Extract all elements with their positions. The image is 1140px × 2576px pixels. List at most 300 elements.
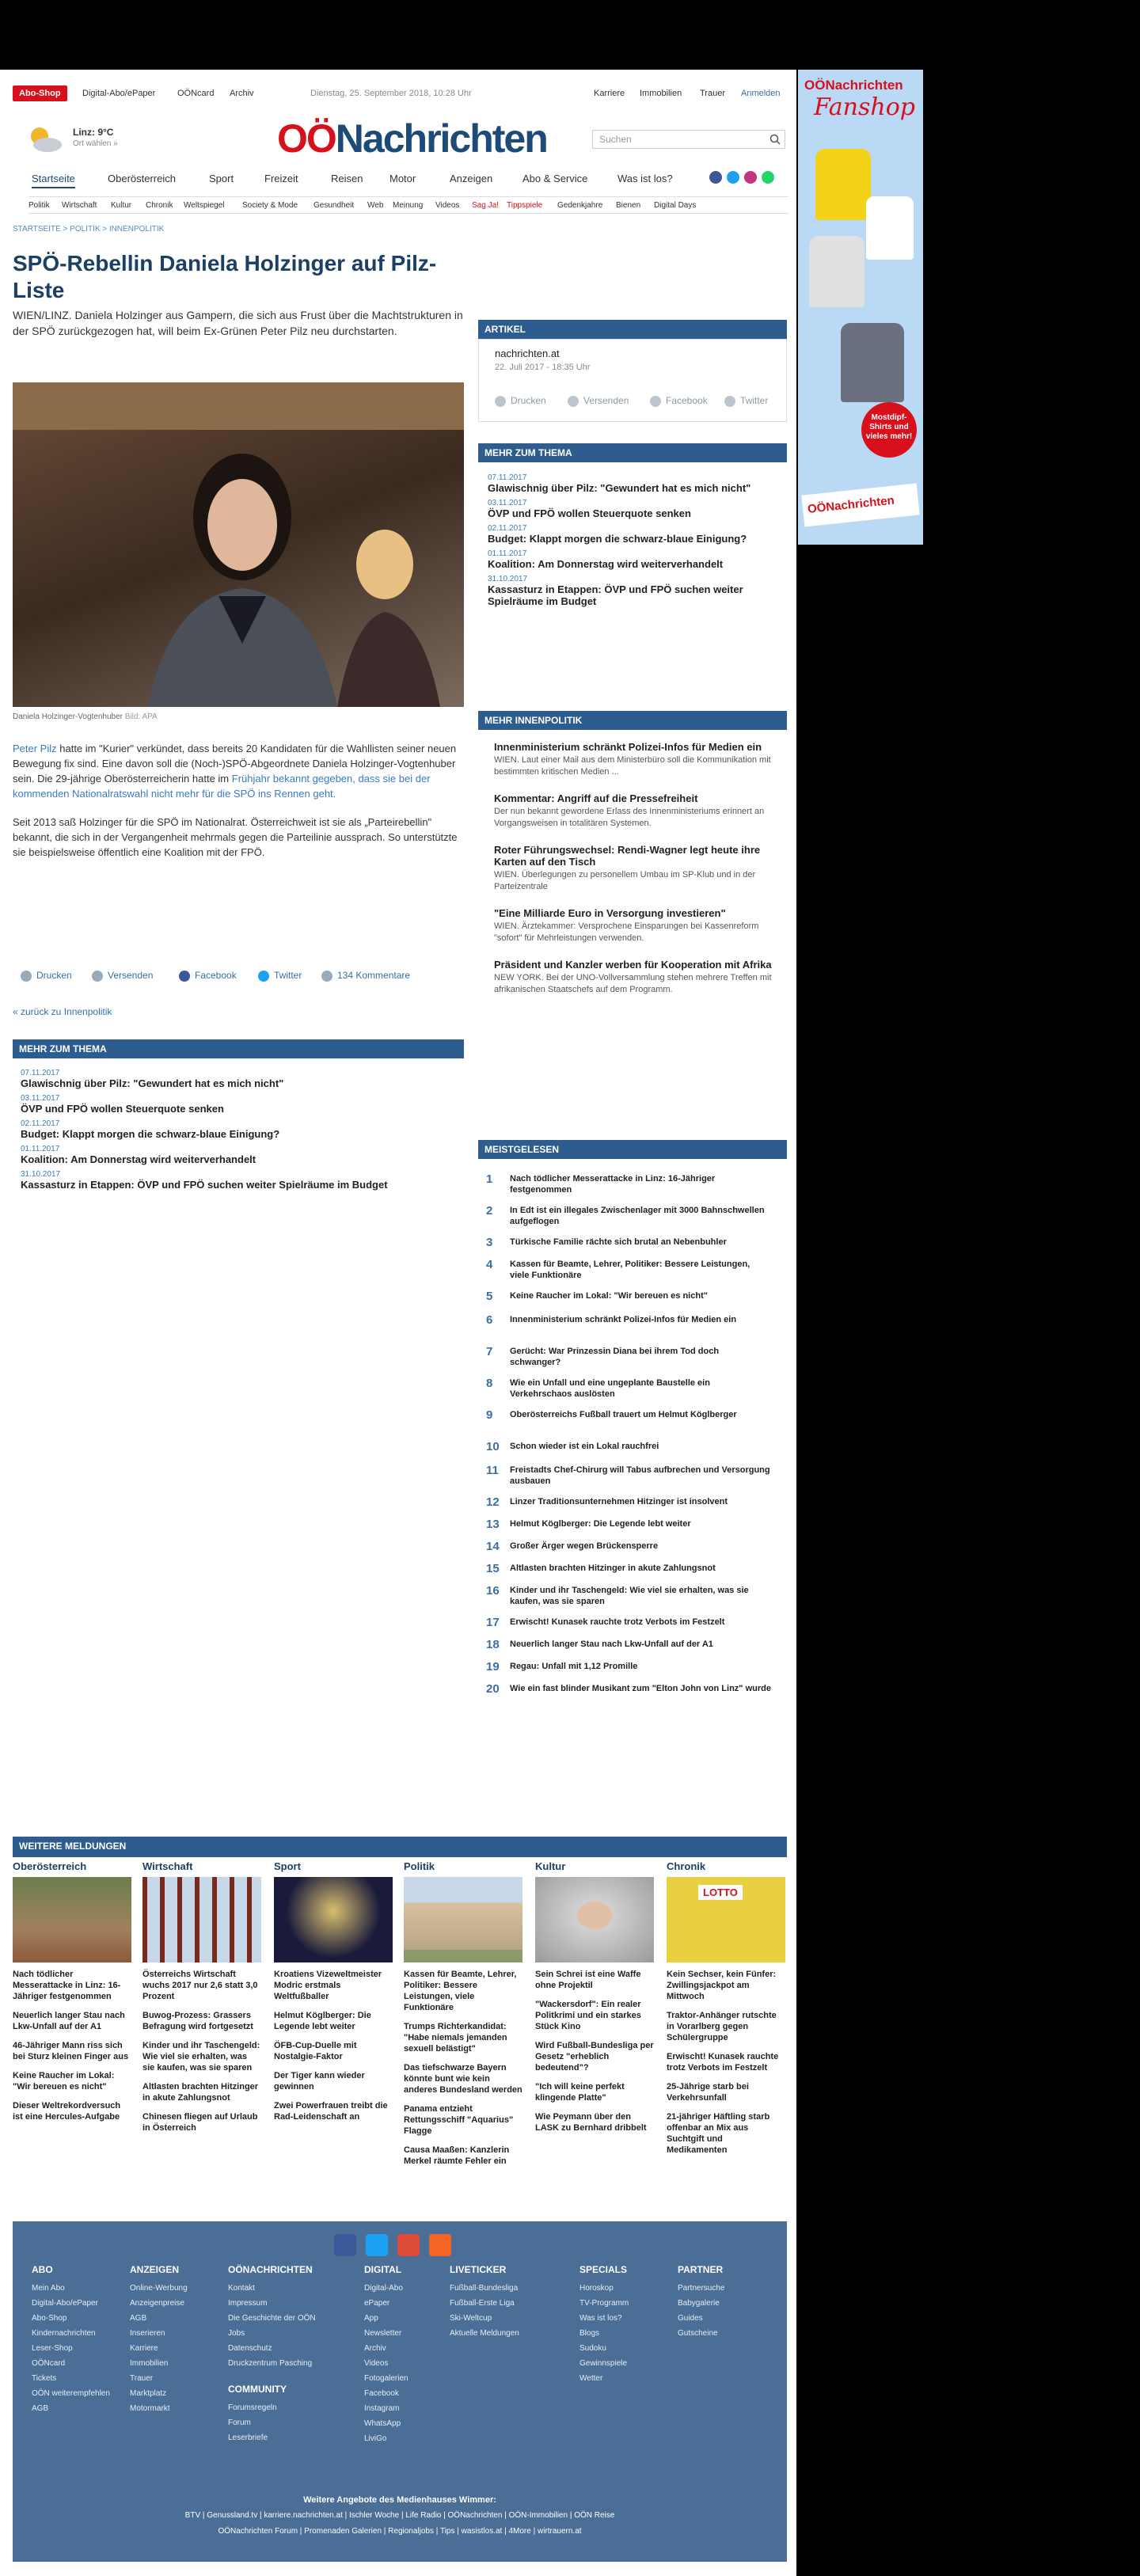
list-item[interactable] — [488, 524, 781, 545]
nav-was-ist-los[interactable]: Was ist los? — [618, 173, 673, 184]
footer-col-head: DIGITAL — [364, 2264, 402, 2275]
weitere-col-chronik — [667, 1860, 785, 2164]
column-image[interactable] — [535, 1877, 654, 1962]
side-twitter-button[interactable] — [724, 395, 768, 407]
nav-reisen[interactable]: Reisen — [331, 173, 363, 184]
list-item[interactable]: Keine Raucher im Lokal: "Wir bereuen es nicht" — [13, 2071, 115, 2092]
list-item[interactable] — [494, 959, 776, 996]
footer-link[interactable]: Abo-Shop — [32, 2314, 67, 2323]
search-input[interactable]: Suchen — [592, 130, 785, 149]
footer-link[interactable]: Kindernachrichten — [32, 2329, 96, 2338]
list-item[interactable]: Buwog-Prozess: Grassers Befragung wird fortgesetzt — [142, 2011, 253, 2031]
shirt-grey — [809, 236, 864, 307]
list-item[interactable]: Nach tödlicher Messerattacke in Linz: 16-Jähriger festgenommen — [13, 1970, 121, 2001]
subnav-videos[interactable]: Videos — [435, 201, 460, 210]
photo-source: Bild: APA — [124, 712, 158, 721]
footer-col-specials — [580, 2263, 629, 2386]
column-image[interactable] — [667, 1877, 785, 1962]
footer-link[interactable]: Impressum — [228, 2299, 268, 2308]
item-title: Nach tödlicher Messerattacke in Linz: 16-Jähriger festgenommen — [510, 1174, 716, 1195]
facebook-icon[interactable] — [709, 171, 722, 184]
item-title: Budget: Klappt morgen die schwarz-blaue Einigung? — [488, 533, 747, 545]
footer-link[interactable]: Partnersuche — [678, 2284, 725, 2293]
footer-col-head: ABO — [32, 2264, 53, 2275]
footer-link[interactable]: Was ist los? — [580, 2314, 622, 2323]
mail-icon — [92, 971, 103, 982]
ad-title: OÖNachrichten — [804, 78, 903, 93]
mehr-zum-thema-header: MEHR ZUM THEMA — [13, 1039, 464, 1058]
side-twitter-icon — [724, 396, 735, 407]
column-title[interactable]: Politik — [404, 1860, 435, 1872]
item-date: 07.11.2017 — [21, 1069, 60, 1077]
side-print-label: Drucken — [511, 395, 546, 406]
list-item[interactable]: Wird Fußball-Bundesliga per Gesetz "erheblich bedeutend"? — [535, 2041, 654, 2073]
column-image[interactable] — [13, 1877, 131, 1962]
rank-number: 5 — [486, 1290, 493, 1303]
comments-button[interactable] — [321, 970, 410, 982]
item-title: Innenministerium schränkt Polizei-Infos für Medien ein — [494, 741, 762, 753]
footer-link[interactable]: App — [364, 2314, 378, 2323]
footer-link[interactable]: Immobilien — [130, 2359, 169, 2368]
footer-link[interactable]: Videos — [364, 2359, 389, 2368]
footer-col-liveticker — [450, 2263, 519, 2341]
weitere-col-oberoesterreich — [13, 1860, 131, 2130]
list-item[interactable]: Causa Maaßen: Kanzlerin Merkel räumte Fehler ein — [404, 2145, 510, 2166]
footer-link[interactable]: Wetter — [580, 2374, 603, 2383]
article-paragraph-1-text: hatte im "Kurier" verkündet, dass bereits 20 Kandidaten für die Wahllisten seiner neuen Bewegung fix sind. Eine davon soll die (Noch-)SPÖ-Abgeordnete Daniela Holzinger-Vogtenhuber sein. Die 29-jährige Oberösterreicherin hatte im — [13, 743, 457, 785]
list-item[interactable]: Dieser Weltrekordversuch ist eine Hercules-Aufgabe — [13, 2101, 121, 2122]
nav-abo-service[interactable]: Abo & Service — [522, 173, 588, 184]
twitter-share-button[interactable] — [258, 970, 302, 982]
list-item[interactable]: Der Tiger kann wieder gewinnen — [274, 2071, 365, 2092]
nav-anzeigen[interactable]: Anzeigen — [450, 173, 493, 184]
immobilien-link[interactable]: Immobilien — [640, 89, 682, 98]
list-item[interactable]: "Wackersdorf": Ein realer Politkrimi und ein starkes Stück Kino — [535, 2000, 641, 2031]
footer-col-partner — [678, 2263, 724, 2341]
footer-link[interactable]: Digital-Abo — [364, 2284, 403, 2293]
footer-col-head: SPECIALS — [580, 2264, 628, 2275]
rank-number: 3 — [486, 1236, 493, 1249]
footer-link[interactable]: Ski-Weltcup — [450, 2314, 492, 2323]
nav-freizeit[interactable]: Freizeit — [264, 173, 298, 184]
side-facebook-button[interactable] — [650, 395, 708, 407]
footer-link[interactable]: Gewinnspiele — [580, 2359, 628, 2368]
back-to-innenpolitik-link[interactable]: « zurück zu Innenpolitik — [13, 1006, 112, 1017]
nav-sport[interactable]: Sport — [209, 173, 234, 184]
subnav-chronik[interactable]: Chronik — [146, 201, 173, 210]
footer-link[interactable]: Druckzentrum Pasching — [228, 2359, 313, 2368]
item-title: Koalition: Am Donnerstag wird weiterverhandelt — [488, 558, 724, 570]
footer-link[interactable]: Instagram — [364, 2404, 400, 2413]
footer-link[interactable]: Aktuelle Meldungen — [450, 2329, 519, 2338]
item-title: ÖVP und FPÖ wollen Steuerquote senken — [21, 1103, 224, 1115]
whatsapp-icon[interactable] — [762, 171, 774, 184]
list-item[interactable]: Österreichs Wirtschaft wuchs 2017 nur 2,6 statt 3,0 Prozent — [142, 1970, 258, 2001]
weitere-col-wirtschaft — [142, 1860, 261, 2141]
item-title: Neuerlich langer Stau nach Lkw-Unfall auf der A1 — [510, 1639, 713, 1649]
list-item[interactable] — [21, 1069, 464, 1089]
twitter-icon[interactable] — [727, 171, 739, 184]
list-item[interactable] — [488, 473, 781, 494]
footer-link[interactable]: Leserbriefe — [228, 2434, 268, 2442]
item-title: Glawischnig über Pilz: "Gewundert hat es mich nicht" — [21, 1077, 284, 1089]
footer-link[interactable]: Archiv — [364, 2344, 386, 2353]
footer-link[interactable]: Gutscheine — [678, 2329, 718, 2338]
footer-link[interactable]: Newsletter — [364, 2329, 402, 2338]
list-item[interactable] — [494, 792, 776, 830]
footer-link[interactable]: Marktplatz — [130, 2389, 167, 2398]
anmelden-link[interactable]: Anmelden — [741, 89, 781, 98]
subnav-tippspiele[interactable]: Tippspiele — [507, 201, 543, 210]
item-teaser: Der nun bekannt gewordene Erlass des Innenministeriums erinnert an Vorgangsweisen in totalitären Systemen. — [494, 807, 765, 828]
artikel-header: ARTIKEL — [478, 320, 787, 339]
list-item[interactable]: Kroatiens Vizeweltmeister Modric erstmals Weltfußballer — [274, 1970, 382, 2001]
footer-link[interactable]: Forum — [228, 2418, 251, 2427]
nav-startseite[interactable]: Startseite — [32, 173, 75, 188]
subnav-kultur[interactable]: Kultur — [111, 201, 132, 210]
rank-number: 16 — [486, 1584, 500, 1598]
subnav-digital-days[interactable]: Digital Days — [654, 201, 697, 210]
subnav-sag-ja[interactable]: Sag Ja! — [472, 201, 499, 210]
footer-facebook-icon[interactable] — [334, 2234, 356, 2256]
footer-link[interactable]: Babygalerie — [678, 2299, 720, 2308]
trauer-link[interactable]: Trauer — [700, 89, 725, 98]
list-item[interactable] — [494, 741, 776, 778]
article-paragraph-1 — [13, 741, 464, 801]
list-item[interactable]: 46-Jähriger Mann riss sich bei Sturz kleinen Finger aus — [13, 2041, 129, 2061]
photo-caption-text: Daniela Holzinger-Vogtenhuber — [13, 712, 123, 721]
item-title: Helmut Köglberger: Die Legende lebt weiter — [510, 1519, 691, 1529]
list-item[interactable]: Trumps Richterkandidat: "Habe niemals jemanden sexuell belästigt" — [404, 2022, 507, 2054]
footer-col-head: ANZEIGEN — [130, 2264, 180, 2275]
twitter-share-icon — [258, 971, 269, 982]
footer-link[interactable]: ePaper — [364, 2299, 390, 2308]
item-title: Kassasturz in Etappen: ÖVP und FPÖ suchen weiter Spielräume im Budget — [488, 583, 743, 607]
footer-partner-links-1[interactable]: BTV | Genussland.tv | karriere.nachrichten.at | Ischler Woche | Life Radio | OÖNachrichten | OÖN-Immobilien | OÖN Reise — [184, 2511, 615, 2520]
weitere-col-politik — [404, 1860, 522, 2175]
item-title: Oberösterreichs Fußball trauert um Helmut Köglberger — [510, 1410, 737, 1419]
footer-link[interactable]: Fußball-Bundesliga — [450, 2284, 519, 2293]
footer-link[interactable]: Online-Werbung — [130, 2284, 188, 2293]
footer-col-oenachrichten — [228, 2263, 316, 2445]
mehr-zum-thema-list — [21, 1069, 464, 1195]
subnav-wirtschaft[interactable]: Wirtschaft — [62, 201, 97, 210]
footer-link[interactable]: OÖNcard — [32, 2359, 66, 2368]
nav-oberoesterreich[interactable]: Oberösterreich — [108, 173, 176, 184]
footer-wimmer-title: Weitere Angebote des Medienhauses Wimmer: — [303, 2495, 496, 2505]
list-item[interactable]: Erwischt! Kunasek rauchte trotz Verbots im Festzelt — [667, 2052, 779, 2073]
item-date: 07.11.2017 — [488, 473, 527, 482]
footer-link[interactable]: Jobs — [228, 2329, 245, 2338]
side-twitter-label: Twitter — [740, 395, 769, 406]
side-print-button[interactable] — [495, 395, 546, 407]
subnav-society[interactable]: Society & Mode — [242, 201, 298, 210]
footer-link[interactable]: TV-Programm — [580, 2299, 629, 2308]
item-title: ÖVP und FPÖ wollen Steuerquote senken — [488, 507, 691, 519]
item-title: Kassen für Beamte, Lehrer, Politiker: Bessere Leistungen, viele Funktionäre — [510, 1260, 750, 1280]
footer-col-head: PARTNER — [678, 2264, 724, 2275]
footer-link[interactable]: AGB — [32, 2404, 49, 2413]
column-image[interactable] — [142, 1877, 261, 1962]
footer-col-digital — [364, 2263, 408, 2446]
facebook-share-button[interactable] — [179, 970, 237, 982]
footer-link[interactable]: Kontakt — [228, 2284, 255, 2293]
article-title: SPÖ-Rebellin Daniela Holzinger auf Pilz-Liste — [13, 251, 437, 302]
footer-box — [13, 2221, 787, 2562]
footer-link[interactable]: Facebook — [364, 2389, 399, 2398]
list-item[interactable]: 21-jähriger Häftling starb offenbar an Mix aus Suchtgift und Medikamenten — [667, 2112, 770, 2155]
footer-link[interactable]: OÖN weiterempfehlen — [32, 2389, 110, 2398]
item-title: Freistadts Chef-Chirurg will Tabus aufbrechen und Versorgung ausbauen — [510, 1465, 770, 1486]
column-title[interactable]: Sport — [274, 1860, 301, 1872]
rank-number: 15 — [486, 1562, 500, 1575]
list-item[interactable] — [488, 499, 781, 519]
footer-partner-links-2[interactable]: OÖNachrichten Forum | Promenaden Galerien | Regionaljobs | Tips | wasistlos.at | 4More | wirtrauern.at — [218, 2527, 582, 2536]
item-title: Kinder und ihr Taschengeld: Wie viel sie erhalten, was sie kaufen, was sie sparen — [510, 1586, 749, 1606]
side-mail-icon — [568, 396, 579, 407]
ad-badge: Mostdipf-Shirts und vieles mehr! — [861, 402, 917, 458]
item-date: 01.11.2017 — [488, 549, 527, 558]
item-date: 03.11.2017 — [21, 1094, 60, 1103]
item-title: Linzer Traditionsunternehmen Hitzinger ist insolvent — [510, 1497, 728, 1506]
footer-link[interactable]: Forumsregeln — [228, 2403, 277, 2412]
abo-shop-button[interactable]: Abo-Shop — [13, 85, 67, 101]
side-print-icon — [495, 396, 506, 407]
rank-number: 8 — [486, 1377, 493, 1390]
list-item[interactable] — [21, 1094, 464, 1115]
fanshop-ad[interactable] — [798, 70, 923, 545]
item-title: Großer Ärger wegen Brückensperre — [510, 1541, 659, 1551]
side-send-label: Versenden — [583, 395, 629, 406]
sub-nav — [28, 196, 788, 214]
current-date: Dienstag, 25. September 2018, 10:28 Uhr — [310, 89, 472, 98]
item-date: 31.10.2017 — [488, 575, 528, 583]
footer-googleplus-icon[interactable] — [397, 2234, 420, 2256]
twitter-share-label: Twitter — [274, 970, 302, 981]
column-title[interactable]: Kultur — [535, 1860, 566, 1872]
page — [0, 70, 796, 2270]
item-title: Wie ein fast blinder Musikant zum "Elton John von Linz" wurde — [510, 1684, 771, 1693]
item-title: Wie ein Unfall und eine ungeplante Baustelle ein Verkehrschaos auslösten — [510, 1378, 710, 1399]
item-title: Regau: Unfall mit 1,12 Promille — [510, 1662, 638, 1671]
rank-number: 17 — [486, 1616, 500, 1629]
item-date: 31.10.2017 — [21, 1170, 61, 1179]
site-logo[interactable] — [277, 116, 547, 161]
footer-link[interactable]: LiviGo — [364, 2434, 387, 2443]
logo-part-nachrichten: Nachrichten — [335, 116, 547, 161]
list-item[interactable] — [21, 1170, 464, 1191]
rank-number: 2 — [486, 1204, 493, 1218]
item-date: 02.11.2017 — [488, 524, 527, 533]
footer-link[interactable]: Sudoku — [580, 2344, 606, 2353]
instagram-icon[interactable] — [744, 171, 757, 184]
fruehjahr-link[interactable]: Frühjahr bekannt gegeben, dass sie bei der kommenden Nationalratswahl nicht mehr für die SPÖ ins Rennen geht. — [13, 773, 431, 800]
list-item[interactable]: Kinder und ihr Taschengeld: Wie viel sie erhalten, was sie kaufen, was sie sparen — [142, 2041, 260, 2073]
list-item[interactable]: Chinesen fliegen auf Urlaub in Österreich — [142, 2112, 258, 2133]
footer-twitter-icon[interactable] — [366, 2234, 388, 2256]
article-photo[interactable] — [13, 382, 464, 707]
top-bar — [0, 84, 796, 104]
print-icon — [21, 971, 32, 982]
item-title: Budget: Klappt morgen die schwarz-blaue Einigung? — [21, 1128, 280, 1140]
weitere-meldungen-header: WEITERE MELDUNGEN — [13, 1837, 787, 1857]
footer-col-anzeigen — [130, 2263, 188, 2416]
rank-number: 13 — [486, 1518, 500, 1531]
list-item[interactable]: Wie Peymann über den LASK zu Bernhard dribbelt — [535, 2112, 647, 2133]
rank-number: 12 — [486, 1495, 500, 1509]
list-item[interactable]: "Ich will keine perfekt klingende Platte" — [535, 2082, 625, 2103]
column-title[interactable]: Chronik — [667, 1860, 706, 1872]
item-date: 01.11.2017 — [21, 1145, 60, 1153]
subnav-bienen[interactable]: Bienen — [616, 201, 641, 210]
list-item[interactable]: Altlasten brachten Hitzinger in akute Zahlungsnot — [142, 2082, 259, 2103]
facebook-share-label: Facebook — [195, 970, 237, 981]
column-image[interactable] — [404, 1877, 522, 1962]
footer-link[interactable]: Fotogalerien — [364, 2374, 408, 2383]
rank-number: 14 — [486, 1540, 500, 1553]
list-item[interactable]: Panama entzieht Rettungsschiff "Aquarius" Flagge — [404, 2104, 514, 2136]
rank-number: 9 — [486, 1408, 493, 1422]
rank-number: 1 — [486, 1172, 493, 1186]
side-send-button[interactable] — [568, 395, 629, 407]
list-item[interactable] — [488, 575, 781, 607]
side-facebook-label: Facebook — [666, 395, 708, 406]
article-date: 22. Juli 2017 - 18:35 Uhr — [495, 363, 591, 372]
footer-link[interactable]: Horoskop — [580, 2284, 614, 2293]
item-date: 03.11.2017 — [488, 499, 527, 507]
footer-col-head: COMMUNITY — [228, 2384, 287, 2395]
list-item[interactable] — [21, 1119, 464, 1140]
item-title: Türkische Familie rächte sich brutal an Nebenbuhler — [510, 1237, 727, 1247]
photo-caption — [13, 712, 158, 721]
side-mehr-zum-thema-header: MEHR ZUM THEMA — [478, 443, 787, 462]
subnav-politik[interactable]: Politik — [28, 201, 50, 210]
digital-abo-link[interactable]: Digital-Abo/ePaper — [82, 89, 156, 98]
shirt-yellow — [815, 149, 871, 220]
ad-subtitle: Fanshop — [814, 93, 915, 121]
footer-link[interactable]: Digital-Abo/ePaper — [32, 2299, 98, 2308]
subnav-gedenkjahre[interactable]: Gedenkjahre — [557, 201, 603, 210]
list-item[interactable] — [21, 1145, 464, 1165]
item-title: "Eine Milliarde Euro in Versorgung investieren" — [494, 907, 726, 919]
footer-link[interactable]: Datenschutz — [228, 2344, 272, 2353]
item-title: Schon wieder ist ein Lokal rauchfrei — [510, 1442, 659, 1451]
footer-link[interactable]: Motormarkt — [130, 2404, 170, 2413]
list-item[interactable]: Zwei Powerfrauen treibt die Rad-Leidenschaft an — [274, 2101, 388, 2122]
list-item[interactable]: Neuerlich langer Stau nach Lkw-Unfall auf der A1 — [13, 2011, 125, 2031]
send-button[interactable] — [92, 970, 153, 982]
list-item[interactable]: Sein Schrei ist eine Waffe ohne Projektil — [535, 1970, 641, 1990]
item-title: Innenministerium schränkt Polizei-Infos für Medien ein — [510, 1315, 737, 1324]
ad-brand-ribbon: OÖNachrichten — [801, 483, 919, 526]
item-title: Gerücht: War Prinzessin Diana bei ihrem Tod doch schwanger? — [510, 1347, 720, 1367]
karriere-link[interactable]: Karriere — [594, 89, 625, 98]
rank-number: 19 — [486, 1660, 500, 1674]
footer-link[interactable]: WhatsApp — [364, 2419, 401, 2428]
list-item[interactable]: 25-Jährige starb bei Verkehrsunfall — [667, 2082, 749, 2103]
comment-icon — [321, 971, 332, 982]
rank-number: 20 — [486, 1682, 500, 1696]
column-title[interactable]: Wirtschaft — [142, 1860, 193, 1872]
footer-link[interactable]: Tickets — [32, 2374, 57, 2383]
list-item[interactable] — [488, 549, 781, 570]
item-title: Erwischt! Kunasek rauchte trotz Verbots im Festzelt — [510, 1617, 725, 1627]
oencard-link[interactable]: OÖNcard — [177, 89, 215, 98]
facebook-share-icon — [179, 971, 190, 982]
footer-link[interactable]: Mein Abo — [32, 2284, 65, 2293]
weather-temp: Linz: 9°C — [73, 127, 114, 138]
item-title: Präsident und Kanzler werben für Kooperation mit Afrika — [494, 959, 772, 971]
list-item[interactable]: Kassen für Beamte, Lehrer, Politiker: Bessere Leistungen, viele Funktionäre — [404, 1970, 517, 2012]
footer-link[interactable]: Leser-Shop — [32, 2344, 73, 2353]
peter-pilz-link[interactable]: Peter Pilz — [13, 743, 57, 754]
footer-link[interactable]: Blogs — [580, 2329, 600, 2338]
item-title: Koalition: Am Donnerstag wird weiterverhandelt — [21, 1153, 256, 1165]
footer-link[interactable]: Karriere — [130, 2344, 158, 2353]
meistgelesen-header: MEISTGELESEN — [478, 1140, 787, 1159]
footer-link[interactable]: Anzeigenpreise — [130, 2299, 184, 2308]
rank-number: 18 — [486, 1638, 500, 1651]
print-label: Drucken — [36, 970, 72, 981]
subnav-meinung[interactable]: Meinung — [393, 201, 424, 210]
subnav-gesundheit[interactable]: Gesundheit — [314, 201, 355, 210]
footer-col-head: OÖNACHRICHTEN — [228, 2264, 313, 2275]
footer-link[interactable]: Guides — [678, 2314, 703, 2323]
list-item[interactable]: Kein Sechser, kein Fünfer: Zwillingsjackpot am Mittwoch — [667, 1970, 777, 2001]
item-title: Kassasturz in Etappen: ÖVP und FPÖ suchen weiter Spielräume im Budget — [21, 1179, 388, 1191]
footer-rss-icon[interactable] — [429, 2234, 451, 2256]
print-button[interactable] — [21, 970, 72, 982]
footer-link[interactable]: Trauer — [130, 2374, 154, 2383]
footer-link[interactable]: Die Geschichte der OÖN — [228, 2314, 316, 2323]
weather-location-link[interactable]: Ort wählen » — [73, 139, 118, 148]
list-item[interactable]: Das tiefschwarze Bayern könnte bunt wie kein anderes Bundesland werden — [404, 2063, 522, 2095]
logo-part-oo: OÖ — [277, 116, 336, 161]
footer — [0, 2209, 796, 2576]
list-item[interactable]: Traktor-Anhänger rutschte in Vorarlberg gegen Schülergruppe — [667, 2011, 777, 2042]
list-item[interactable]: Helmut Köglberger: Die Legende lebt weiter — [274, 2011, 371, 2031]
search-icon[interactable] — [770, 134, 781, 145]
column-image[interactable] — [274, 1877, 393, 1962]
rank-number: 10 — [486, 1440, 500, 1453]
side-facebook-icon — [650, 396, 661, 407]
footer-link[interactable]: AGB — [130, 2314, 147, 2323]
subnav-web[interactable]: Web — [367, 201, 384, 210]
archiv-link[interactable]: Archiv — [230, 89, 254, 98]
item-title: Altlasten brachten Hitzinger in akute Zahlungsnot — [510, 1563, 716, 1573]
footer-link[interactable]: Fußball-Erste Liga — [450, 2299, 515, 2308]
list-item[interactable] — [494, 844, 776, 893]
rank-number: 11 — [486, 1464, 499, 1477]
item-title: In Edt ist ein illegales Zwischenlager mit 3000 Bahnschwellen aufgeflogen — [510, 1206, 765, 1226]
weitere-col-sport — [274, 1860, 393, 2130]
item-date: 02.11.2017 — [21, 1119, 60, 1128]
list-item[interactable] — [494, 907, 776, 944]
shirt-dark — [841, 323, 904, 402]
footer-link[interactable]: Inserieren — [130, 2329, 165, 2338]
breadcrumb[interactable]: STARTSEITE > POLITIK > INNENPOLITIK — [13, 225, 165, 234]
footer-col-head: LIVETICKER — [450, 2264, 507, 2275]
subnav-weltspiegel[interactable]: Weltspiegel — [184, 201, 225, 210]
item-title: Glawischnig über Pilz: "Gewundert hat es mich nicht" — [488, 482, 751, 494]
article-paragraph-2: Seit 2013 saß Holzinger für die SPÖ im Nationalrat. Österreichweit ist sie als „Parteirebellin" bekannt, die sich in der Vergangenheit mehrmals gegen die Parteilinie aussprach. So unterstützte sie beispielsweise öffentlich eine Koalition mit der FPÖ. — [13, 816, 458, 858]
innenpolitik-list — [494, 741, 776, 996]
item-title: Keine Raucher im Lokal: "Wir bereuen es nicht" — [510, 1291, 708, 1301]
send-label: Versenden — [108, 970, 154, 981]
column-title[interactable]: Oberösterreich — [13, 1860, 87, 1872]
list-item[interactable]: ÖFB-Cup-Duelle mit Nostalgie-Faktor — [274, 2041, 357, 2061]
nav-motor[interactable]: Motor — [390, 173, 416, 184]
